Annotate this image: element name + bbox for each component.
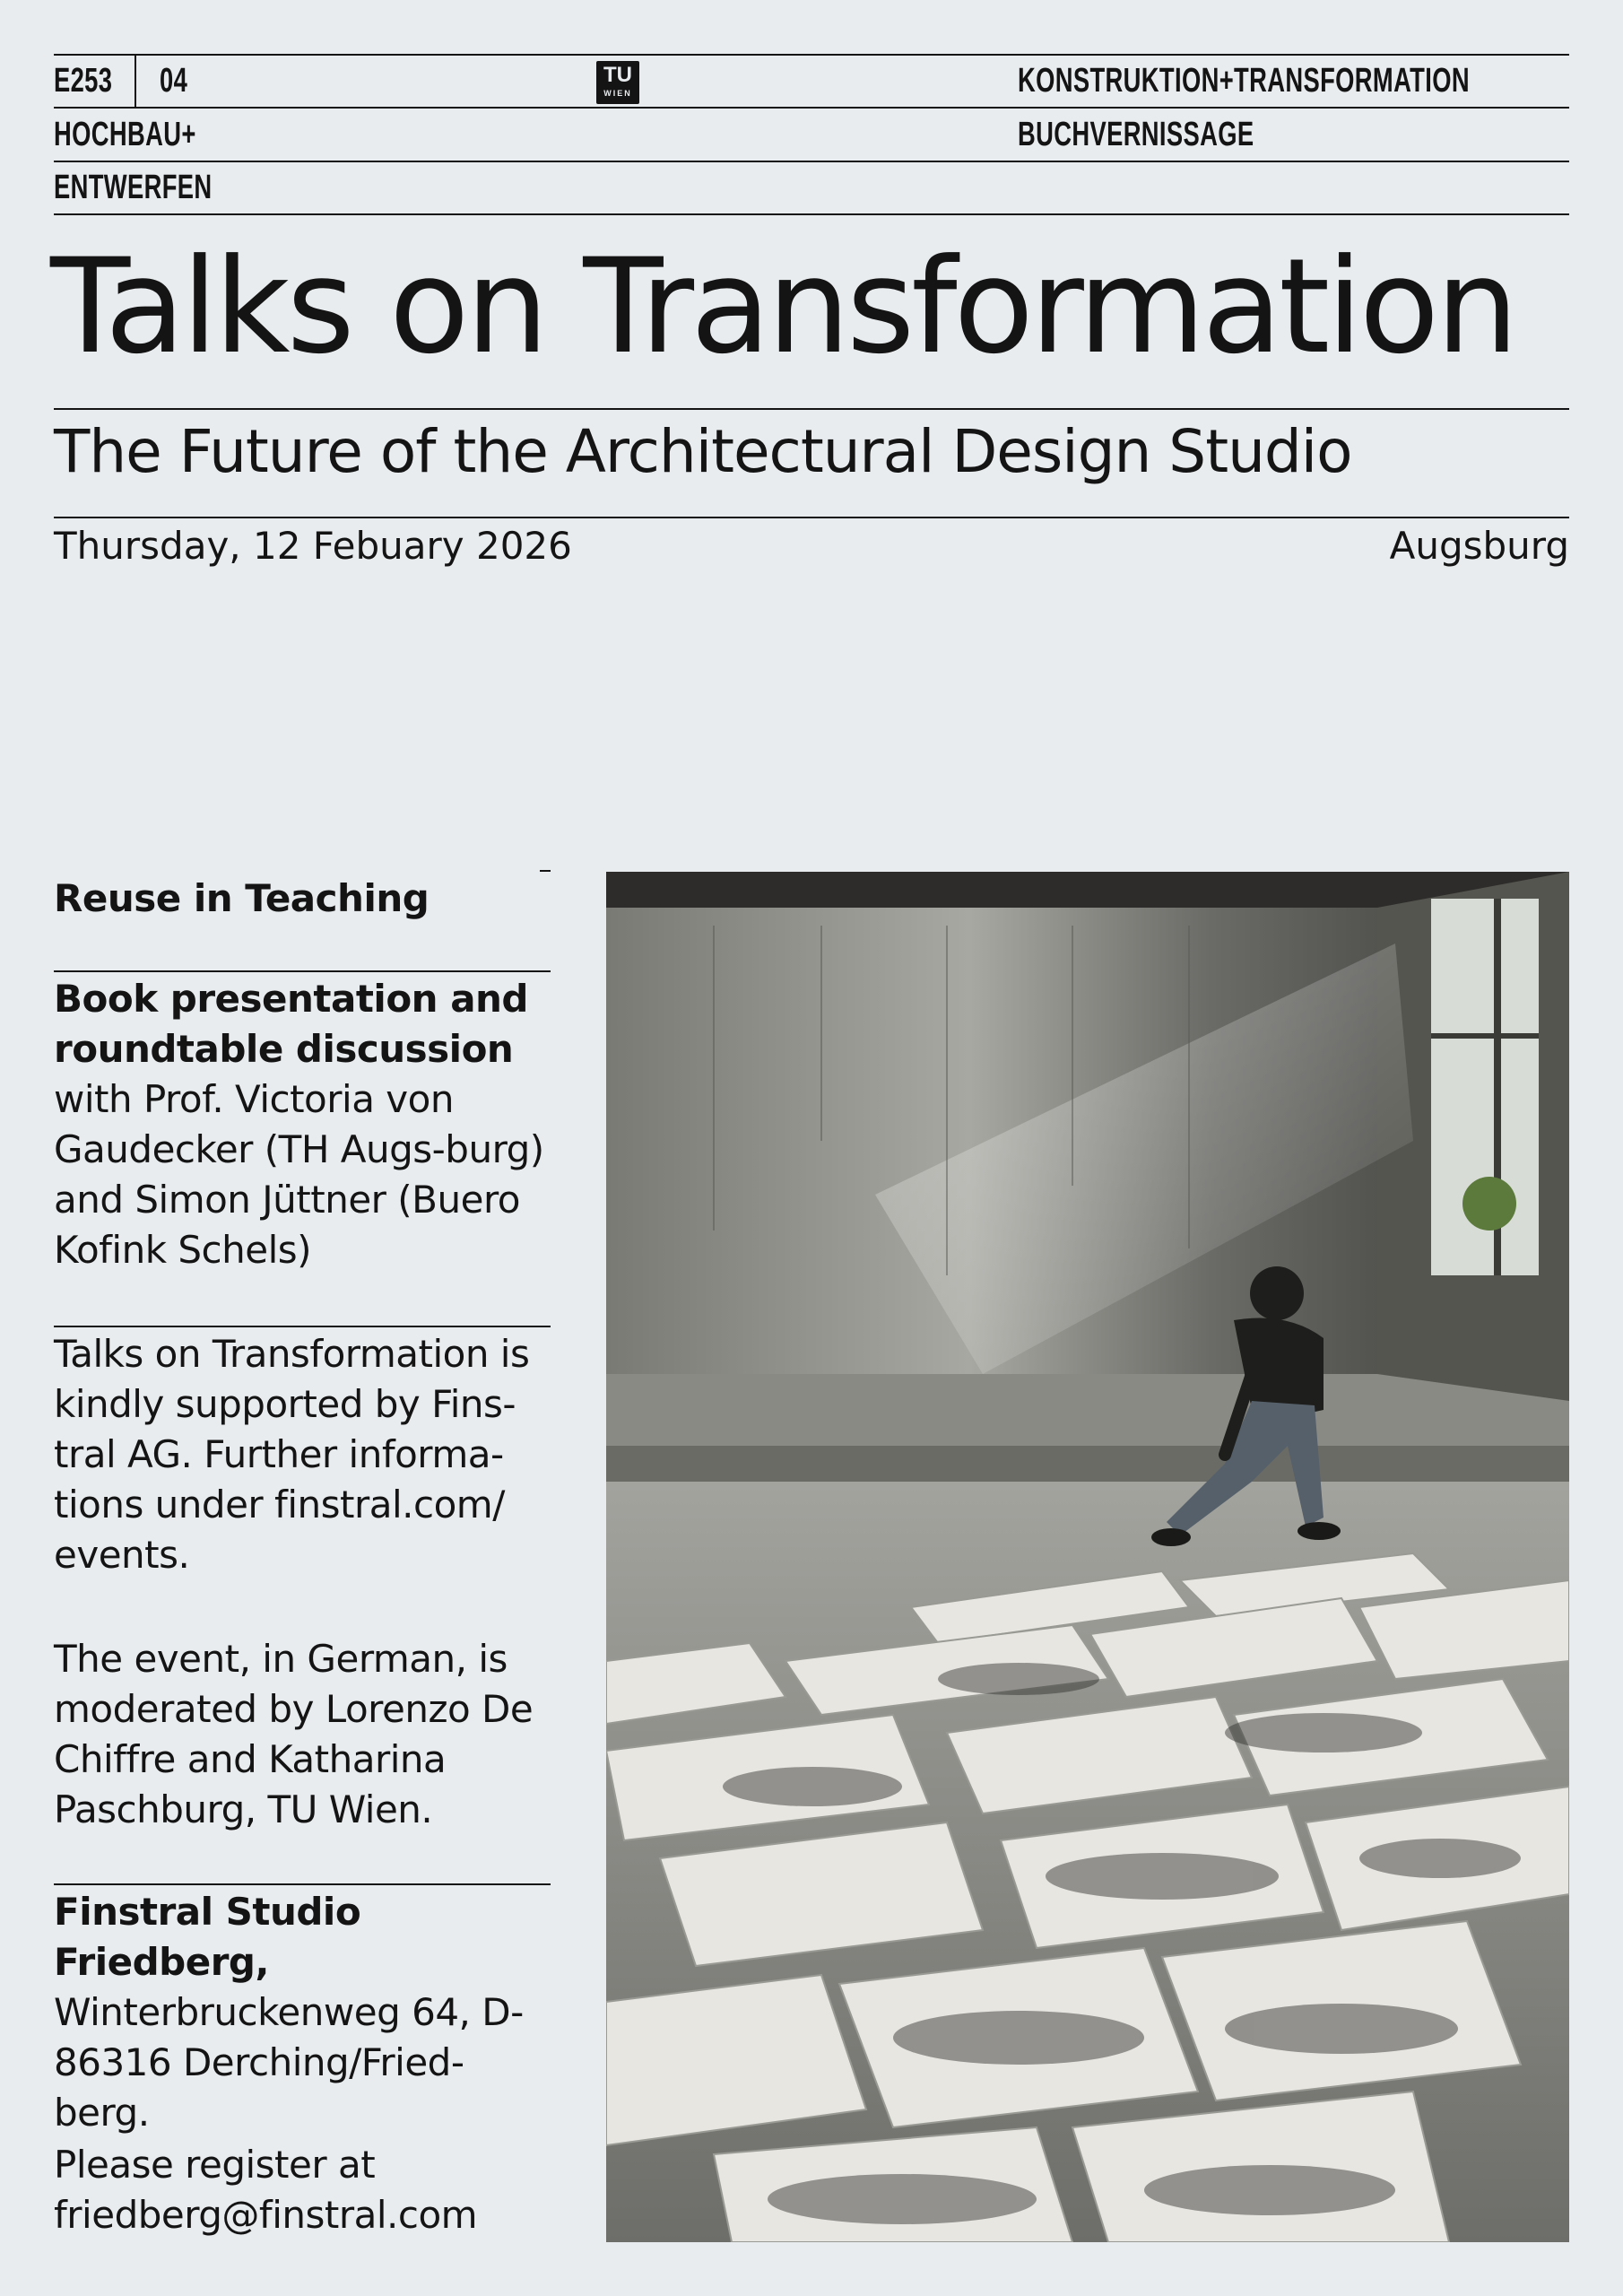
register-text: Please register at friedberg@finstral.com bbox=[54, 2143, 478, 2237]
event-date: Thursday, 12 Febuary 2026 bbox=[54, 524, 572, 568]
department-line-2: ENTWERFEN bbox=[54, 169, 213, 206]
logo-tu: TU bbox=[603, 63, 632, 87]
issue-number: 04 bbox=[160, 62, 188, 100]
page-title: Talks on Transformation bbox=[50, 230, 1515, 383]
subtitle-rule bbox=[54, 517, 1569, 518]
course-code: E253 bbox=[54, 62, 113, 100]
venue-address: Winterbruckenweg 64, D-86316 Derching/Fried-berg. bbox=[54, 1990, 524, 2135]
book-presentation-title: Book presentation and roundtable discussion bbox=[54, 977, 528, 1071]
header-divider bbox=[135, 56, 136, 108]
event-location: Augsburg bbox=[1389, 524, 1569, 568]
reuse-heading: Reuse in Teaching bbox=[54, 876, 430, 920]
separator-3 bbox=[54, 1883, 551, 1885]
photo-illustration bbox=[606, 872, 1569, 2242]
header-rule-2 bbox=[54, 107, 1569, 109]
moderation-block bbox=[54, 1634, 556, 1835]
separator-1 bbox=[54, 970, 551, 972]
sponsor-text: Talks on Transformation is kindly supported by Fins-tral AG. Further informa-tions under finstral.com/ events. bbox=[54, 1332, 530, 1577]
column-mark bbox=[540, 870, 551, 872]
tu-wien-logo bbox=[596, 61, 639, 104]
department-line-1: HOCHBAU+ bbox=[54, 116, 196, 153]
register-block bbox=[54, 2140, 556, 2240]
book-presentation-block bbox=[54, 974, 556, 1275]
book-presentation-text: with Prof. Victoria von Gaudecker (TH Augs-burg) and Simon Jüttner (Buero Kofink Schels) bbox=[54, 1077, 544, 1272]
header-rule-3 bbox=[54, 161, 1569, 162]
venue-block bbox=[54, 1887, 556, 2138]
venue-name: Finstral Studio Friedberg, bbox=[54, 1890, 361, 1984]
sponsor-block bbox=[54, 1329, 556, 1580]
series-name: KONSTRUKTION+TRANSFORMATION bbox=[1018, 62, 1470, 100]
moderation-text: The event, in German, is moderated by Lorenzo De Chiffre and Katharina Paschburg, TU Wien. bbox=[54, 1637, 534, 1831]
event-photo bbox=[606, 872, 1569, 2242]
title-rule bbox=[54, 408, 1569, 410]
header-rule-4 bbox=[54, 213, 1569, 215]
heading-reuse bbox=[54, 874, 556, 924]
page-subtitle: The Future of the Architectural Design Studio bbox=[54, 417, 1352, 486]
separator-2 bbox=[54, 1326, 551, 1327]
event-type: BUCHVERNISSAGE bbox=[1018, 116, 1254, 153]
logo-wien: WIEN bbox=[603, 89, 632, 98]
